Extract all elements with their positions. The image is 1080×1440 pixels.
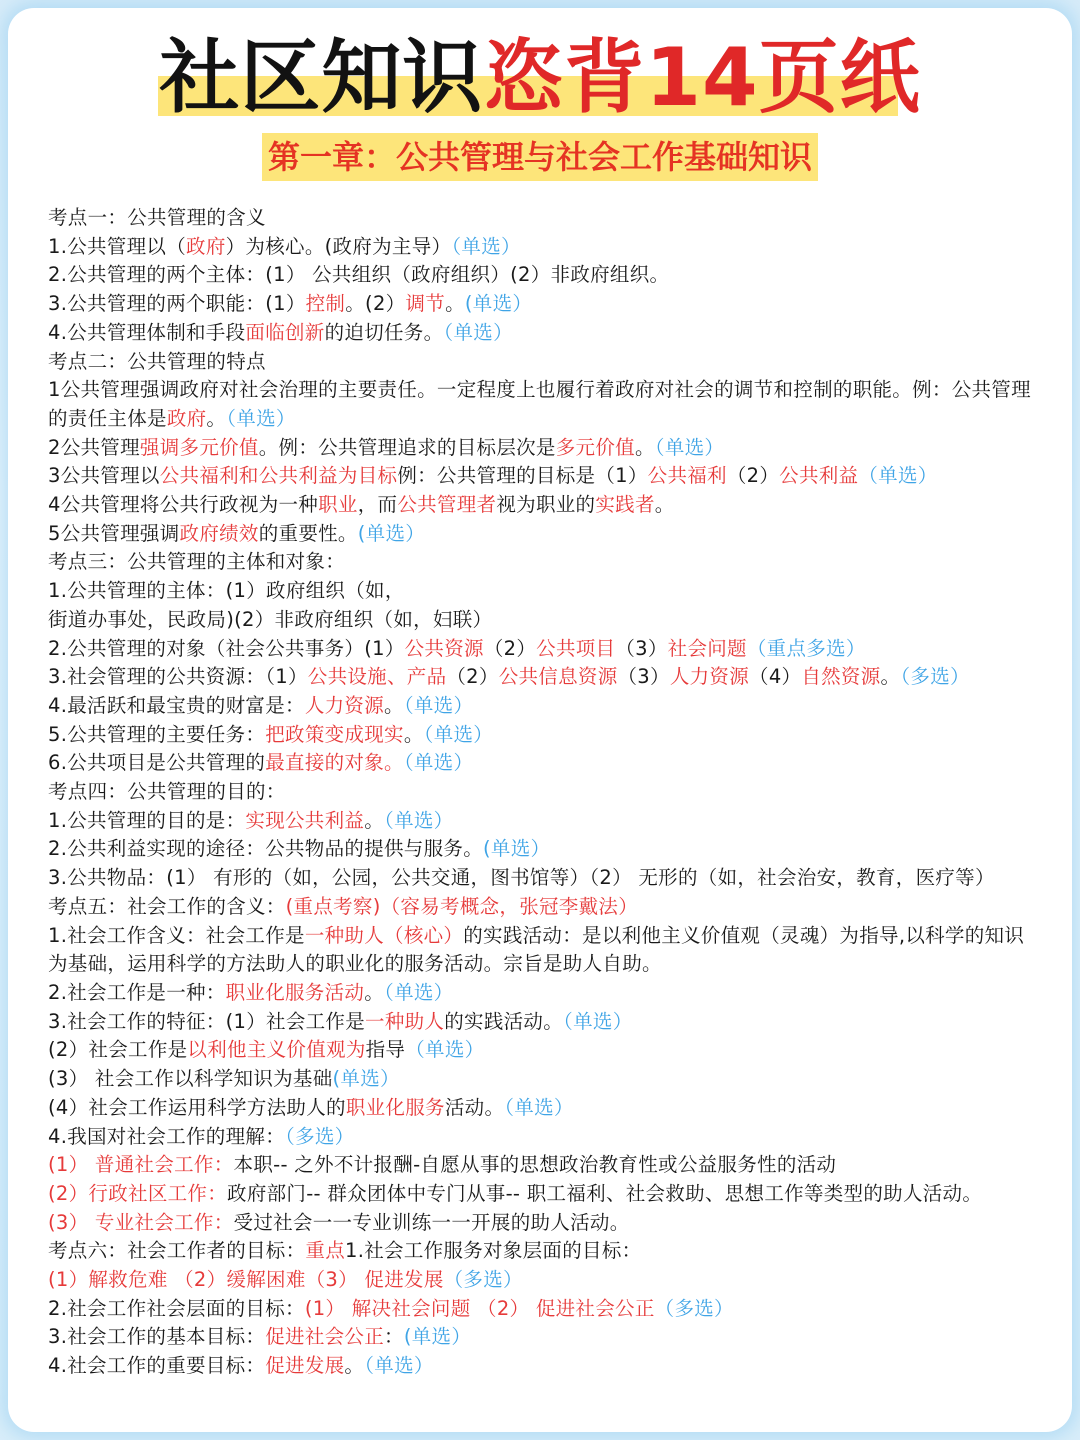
note-line	[48, 1237, 1038, 1266]
note-line	[48, 520, 1038, 549]
question-type-tag: （单选）	[403, 751, 474, 775]
note-line	[48, 491, 1038, 520]
highlight-text: 实现公共利益	[245, 808, 365, 832]
note-text: 考点三：公共管理的主体和对象：	[48, 550, 346, 574]
question-type-tag: （多选）	[443, 1268, 523, 1292]
highlight-text: 政府	[166, 406, 207, 430]
highlight-text: 公共设施、产品	[307, 665, 447, 689]
note-line	[48, 548, 1038, 577]
highlight-text: (3） 专业社会工作：	[48, 1210, 234, 1234]
note-text: (4）社会工作运用科学方法助人的	[48, 1095, 346, 1119]
question-type-tag: （单选）	[451, 234, 521, 258]
highlight-text: (重点考察)（容易考概念，张冠李戴法）	[285, 894, 639, 918]
note-line	[48, 1036, 1038, 1065]
question-type-tag: （单选）	[654, 435, 725, 459]
highlight-text: 职业化服务活动	[225, 980, 365, 1004]
note-text: (2）社会工作是	[48, 1038, 188, 1062]
highlight-text: 以利他主义价值观为	[187, 1038, 366, 1062]
note-line	[48, 1352, 1038, 1381]
note-text: 4.最活跃和最宝贵的财富是：	[48, 693, 305, 717]
question-type-tag: (单选）	[483, 837, 551, 861]
note-line	[48, 606, 1038, 635]
question-type-tag: （多选）	[654, 1296, 734, 1320]
note-text: 3.社会管理的公共资源：（1）	[48, 665, 308, 689]
note-text: 4.我国对社会工作的理解：	[48, 1124, 286, 1148]
note-text: 。	[634, 435, 655, 459]
highlight-text: 人力资源	[304, 693, 385, 717]
note-line	[48, 663, 1038, 692]
note-line	[48, 807, 1038, 836]
note-text: ）为核心。(政府为主导）	[225, 234, 452, 258]
note-text: 的实践活动：是以利他主义价值观（灵魂）为指导,以科学的知识为基础，运用科学的方法助人的职业化的服务活动。宗旨是助人自助。	[48, 923, 1025, 976]
highlight-text: 把政策变成现实	[265, 722, 404, 746]
highlight-text: 职业化服务	[345, 1095, 445, 1119]
note-text: 考点五：社会工作的含义：	[48, 894, 286, 918]
highlight-text: 公共利益	[779, 464, 859, 488]
note-line	[48, 864, 1038, 893]
highlight-text: 促进社会公正	[265, 1325, 385, 1349]
note-text: （2）	[726, 464, 780, 488]
note-text: （4）	[749, 665, 802, 689]
highlight-text: 调节	[405, 292, 446, 316]
highlight-text: (1） 解决社会问题 （2） 促进社会公正	[304, 1296, 655, 1320]
note-text: 3.公共管理的两个职能：(1）	[48, 292, 306, 316]
note-line	[48, 577, 1038, 606]
highlight-text: (1） 普通社会工作：	[48, 1153, 234, 1177]
highlight-text: 面临创新	[245, 320, 325, 344]
highlight-text: 实践者	[595, 493, 655, 517]
note-text: 2.社会工作是一种：	[48, 980, 226, 1004]
note-text: 2.公共管理的对象（社会公共事务）(1）	[48, 636, 405, 660]
note-text: (3） 社会工作以科学知识为基础	[48, 1067, 333, 1091]
question-type-tag: （单选）	[384, 808, 454, 832]
note-line	[48, 1323, 1038, 1352]
note-text: 1.社会工作含义：社会工作是	[48, 923, 305, 947]
note-line	[48, 1180, 1038, 1209]
note-line	[48, 922, 1038, 979]
question-type-tag: （单选）	[443, 320, 513, 344]
note-line	[48, 233, 1038, 262]
question-type-tag: (单选）	[403, 1325, 472, 1349]
note-text: 4.社会工作的重要目标：	[48, 1354, 266, 1378]
note-text: 1公共管理强调政府对社会治理的主要责任。一定程度上也履行着政府对社会的调节和控制的职能。例：公共管理的责任主体是	[48, 378, 1031, 430]
note-text: 的迫切任务。	[324, 320, 444, 344]
note-line	[48, 1266, 1038, 1295]
note-line	[48, 778, 1038, 807]
note-text: 考点四：公共管理的目的：	[48, 780, 286, 804]
note-text: 6.公共项目是公共管理的	[48, 751, 266, 775]
note-text: 。	[445, 292, 465, 316]
title-part-black: 社区知识	[159, 31, 484, 124]
note-text: 例：公共管理的目标是（1）	[397, 464, 648, 488]
highlight-text: 公共信息资源	[498, 665, 618, 689]
note-line	[48, 1008, 1038, 1037]
question-type-tag: （单选）	[563, 1009, 633, 1033]
question-type-tag: （重点多选）	[746, 636, 866, 660]
note-text: 。	[880, 665, 901, 689]
note-line	[48, 376, 1038, 433]
note-text: 5.公共管理的主要任务：	[48, 722, 266, 746]
note-text: 考点二：公共管理的特点	[48, 349, 266, 373]
highlight-text: 公共管理者	[397, 493, 497, 517]
note-text: 街道办事处，民政局)(2）非政府组织（如，妇联）	[48, 607, 493, 631]
note-text: 5公共管理强调	[48, 521, 180, 545]
note-text: 考点一：公共管理的含义	[48, 206, 266, 229]
highlight-text: 自然资源	[801, 665, 881, 689]
note-line	[48, 1295, 1038, 1324]
highlight-text: 公共资源	[404, 636, 484, 660]
note-line	[48, 692, 1038, 721]
highlight-text: 一种助人	[365, 1009, 445, 1033]
note-text: 3.公共物品：(1） 有形的（如，公园，公共交通，图书馆等）（2） 无形的（如，社会治安，教育，医疗等）	[48, 866, 995, 890]
note-line	[48, 204, 1038, 233]
highlight-text: 政府绩效	[179, 521, 259, 545]
note-line	[48, 1065, 1038, 1094]
highlight-text: 人力资源	[669, 665, 750, 689]
note-text: 2.社会工作社会层面的目标：	[48, 1296, 305, 1320]
highlight-text: 最直接的对象。	[265, 751, 404, 775]
question-type-tag: （单选）	[405, 1038, 485, 1062]
question-type-tag: （单选）	[403, 693, 474, 717]
highlight-text: 政府	[186, 234, 226, 258]
note-text: 本职-- 之外不计报酬-自愿从事的思想政治教育性或公益服务性的活动	[233, 1153, 837, 1177]
note-text: ，而	[357, 493, 398, 517]
note-line	[48, 1094, 1038, 1123]
note-text: 的实践活动。	[444, 1009, 564, 1033]
highlight-text: 公共项目	[536, 636, 616, 660]
note-line	[48, 1151, 1038, 1180]
note-text: 的重要性。	[258, 521, 358, 545]
note-text: 2公共管理	[48, 435, 140, 459]
note-text: 4公共管理将公共行政视为一种	[48, 493, 319, 517]
question-type-tag: （单选）	[504, 1095, 574, 1119]
note-text: （2）	[446, 665, 499, 689]
note-text: （2）	[483, 636, 537, 660]
note-text: 视为职业的	[496, 493, 596, 517]
note-line	[48, 1123, 1038, 1152]
note-text: 3公共管理以	[48, 464, 160, 488]
chapter-heading: 第一章：公共管理与社会工作基础知识	[262, 133, 818, 181]
note-text: 。(2）	[345, 292, 406, 316]
note-text: 1.社会工作服务对象层面的目标：	[345, 1239, 642, 1263]
highlight-text: 促进发展	[265, 1354, 345, 1378]
note-line	[48, 462, 1038, 491]
page-title	[0, 32, 1080, 124]
highlight-text: 社会问题	[667, 636, 747, 660]
note-text: 2.公共管理的两个主体：(1） 公共组织（政府组织）(2）非政府组织。	[48, 263, 670, 287]
note-text: 活动。	[444, 1095, 505, 1119]
note-text: 4.公共管理体制和手段	[48, 320, 246, 344]
question-type-tag: (单选）	[357, 521, 426, 545]
highlight-text: 职业	[318, 493, 358, 517]
note-line	[48, 749, 1038, 778]
note-line	[48, 261, 1038, 290]
highlight-text: 控制	[305, 292, 346, 316]
note-text: 3.社会工作的特征：(1）社会工作是	[48, 1009, 366, 1033]
question-type-tag: (单选）	[332, 1067, 400, 1091]
note-text: ：	[384, 1325, 404, 1349]
note-text: 1.公共管理的主体：(1）政府组织（如，	[48, 579, 405, 603]
note-line	[48, 635, 1038, 664]
question-type-tag: （多选）	[900, 665, 970, 689]
note-line	[48, 290, 1038, 319]
note-text: 1.公共管理的目的是：	[48, 808, 246, 832]
note-text: （3）	[617, 665, 670, 689]
note-text: 受过社会一一专业训练一一开展的助人活动。	[233, 1210, 630, 1234]
note-text: 。	[403, 722, 424, 746]
highlight-text: 重点	[305, 1239, 346, 1263]
question-type-tag: (单选）	[464, 292, 533, 316]
note-text: 。	[364, 980, 385, 1004]
note-text: 。	[384, 693, 404, 717]
note-text: 。例：公共管理追求的目标层次是	[258, 435, 556, 459]
note-line	[48, 434, 1038, 463]
note-text: 。	[654, 493, 675, 517]
note-text: 政府部门-- 群众团体中专门从事-- 职工福利、社会救助、思想工作等类型的助人活动。	[227, 1181, 983, 1205]
question-type-tag: （单选）	[384, 980, 454, 1004]
title-block	[0, 32, 1080, 128]
note-text: 。	[364, 808, 385, 832]
highlight-text: 一种助人（核心）	[304, 923, 464, 947]
note-text: 。	[206, 406, 227, 430]
highlight-text: 公共福利	[647, 464, 727, 488]
question-type-tag: （单选）	[364, 1354, 434, 1378]
note-text: 2.公共利益实现的途径：公共物品的提供与服务。	[48, 837, 484, 861]
note-line	[48, 979, 1038, 1008]
question-type-tag: （多选）	[285, 1124, 355, 1148]
note-line	[48, 348, 1038, 377]
question-type-tag: （单选）	[226, 406, 296, 430]
highlight-text: 公共福利和公共利益为目标	[159, 464, 398, 488]
highlight-text: (1）解救危难 （2）缓解困难（3） 促进发展	[48, 1268, 444, 1292]
highlight-text: (2）行政社区工作：	[48, 1181, 228, 1205]
notes-content	[48, 204, 1038, 1381]
note-line	[48, 893, 1038, 922]
question-type-tag: （单选）	[858, 464, 938, 488]
highlight-text: 强调多元价值	[139, 435, 259, 459]
note-text: 指导	[365, 1038, 406, 1062]
note-line	[48, 1209, 1038, 1238]
note-line	[48, 835, 1038, 864]
chapter-heading-block	[0, 133, 1080, 181]
note-text: 考点六：社会工作者的目标：	[48, 1239, 306, 1263]
note-text: 。	[344, 1354, 365, 1378]
title-part-red: 恣背14页纸	[483, 31, 921, 124]
question-type-tag: （单选）	[423, 722, 494, 746]
note-line	[48, 319, 1038, 348]
note-text: 1.公共管理以（	[48, 234, 187, 258]
note-text: （3）	[615, 636, 668, 660]
note-line	[48, 721, 1038, 750]
note-text: 3.社会工作的基本目标：	[48, 1325, 266, 1349]
highlight-text: 多元价值	[555, 435, 635, 459]
